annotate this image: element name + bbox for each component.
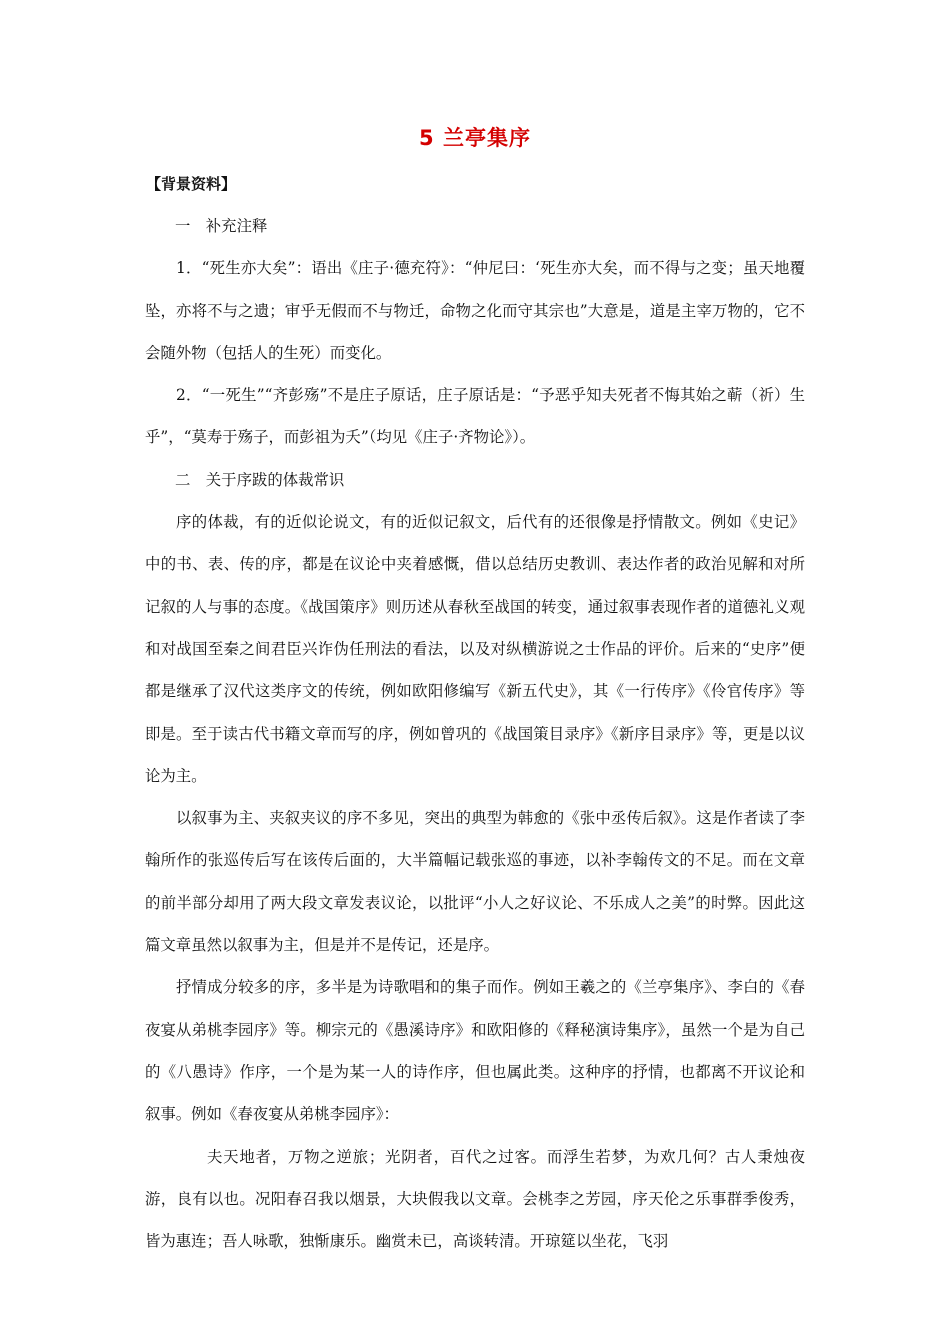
subheading-supplementary-notes: 一 补充注释: [175, 217, 268, 235]
paragraph-argumentative-preface: 序的体裁，有的近似论说文，有的近似记叙文，后代有的还很像是抒情散文。例如《史记》中的书、表、传的序，都是在议论中夹着感慨，借以总结历史教训、表达作者的政治见解和对所记叙的人与事的态度。《战国策序》则历述从春秋至战国的转变，通过叙事表现作者的道德礼义观和对战国至秦之间君臣兴诈伪任刑法的看法，以及对纵横游说之士作品的评价。后来的“史序”便都是继承了汉代这类序文的传统，例如欧阳修编写《新五代史》，其《一行传序》《伶官传序》等即是。至于读古代书籍文章而写的序，例如曾巩的《战国策目录序》《新序目录序》等，更是以议论为主。: [145, 513, 805, 785]
quoted-passage: 夫天地者，万物之逆旅；光阴者，百代之过客。而浮生若梦，为欢几何？古人秉烛夜游，良有以也。况阳春召我以烟景，大块假我以文章。会桃李之芳园，序天伦之乐事群季俊秀，皆为惠连；吾人咏歌，独惭康乐。幽赏未已，高谈转清。开琼筵以坐花，飞羽: [145, 1147, 805, 1251]
paragraph-narrative-preface: 以叙事为主、夹叙夹议的序不多见，突出的典型为韩愈的《张中丞传后叙》。这是作者读了李翰所作的张巡传后写在该传后面的，大半篇幅记载张巡的事迹，以补李翰传文的不足。而在文章的前半部分却用了两大段文章发表议论，以批评“小人之好议论、不乐成人之美”的时弊。因此这篇文章虽然以叙事为主，但是并不是传记，还是序。: [145, 809, 805, 955]
paragraph-lyrical-preface: 抒情成分较多的序，多半是为诗歌唱和的集子而作。例如王羲之的《兰亭集序》、李白的《春夜宴从弟桃李园序》等。柳宗元的《愚溪诗序》和欧阳修的《释秘演诗集序》，虽然一个是为自己的《八愚诗》作序，一个是为某一人的诗作序，但也属此类。这种序的抒情，也都离不开议论和叙事。例如《春夜宴从弟桃李园序》：: [145, 978, 805, 1124]
paragraph-note-2: 2．“一死生”“齐彭殇”不是庄子原话，庄子原话是：“予恶乎知夫死者不悔其始之蕲（祈）生乎”，“莫寿于殇子，而彭祖为夭”（均见《庄子·齐物论》）。: [145, 386, 805, 447]
document-body: [145, 205, 805, 1262]
subheading-preface-genre: 二 关于序跋的体裁常识: [175, 470, 345, 489]
section-heading: 【背景资料】: [146, 175, 237, 193]
document-title: 5 兰亭集序: [419, 126, 531, 150]
paragraph-note-1: 1．“死生亦大矣”：语出《庄子·德充符》：“仲尼曰：‘死生亦大矣，而不得与之变；虽天地覆坠，亦将不与之遗；审乎无假而不与物迁，命物之化而守其宗也”大意是，道是主宰万物的，它不会随外物（包括人的生死）而变化。: [145, 259, 805, 362]
